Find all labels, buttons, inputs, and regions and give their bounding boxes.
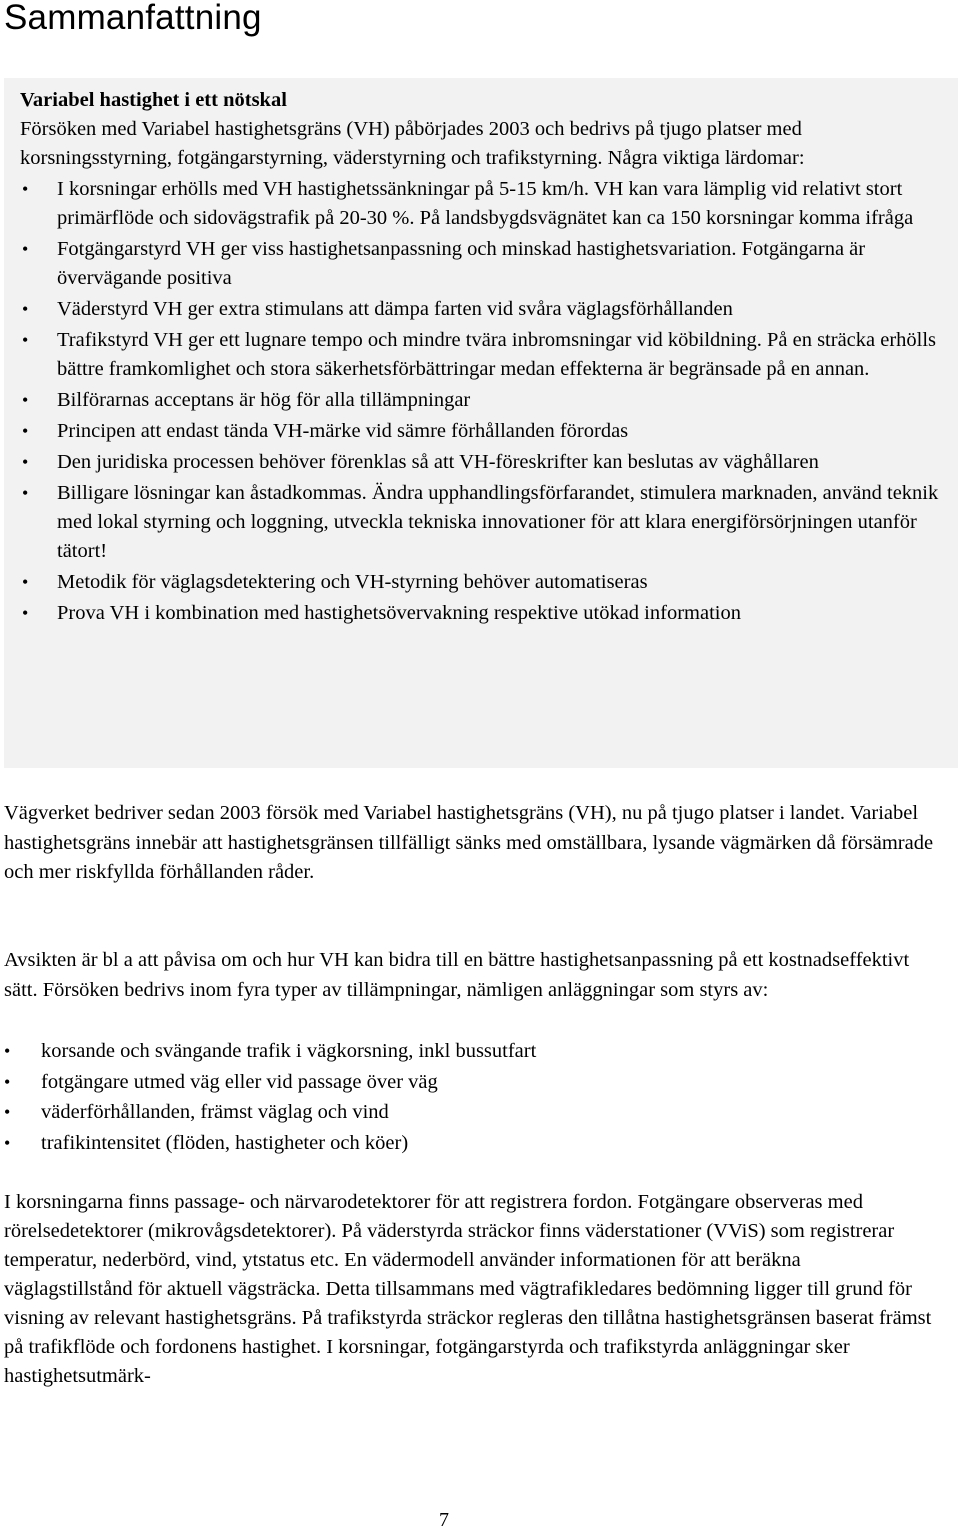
- summary-item: [20, 326, 950, 384]
- bullet-icon: •: [22, 483, 29, 503]
- summary-item-text: Bilförarnas acceptans är hög för alla tillämpningar: [57, 389, 471, 411]
- summary-intro: Försöken med Variabel hastighetsgräns (VH) påbörjades 2003 och bedrivs på tjugo platser med korsningsstyrning, fotgängarstyrning, väderstyrning och trafikstyrning. Några viktiga lärdomar:: [20, 118, 805, 169]
- summary-item-text: Trafikstyrd VH ger ett lugnare tempo och mindre tvära inbromsningar vid köbildning. På en sträcka erhölls bättre framkomlighet och stora säkerhetsförbättringar medan effekterna är begränsade på en annan.: [57, 329, 937, 380]
- bullet-icon: •: [22, 239, 29, 259]
- summary-item: [20, 386, 950, 415]
- summary-item-text: I korsningar erhölls med VH hastighetssänkningar på 5-15 km/h. VH kan vara lämplig vid relativt stort primärflöde och sidovägstrafik på 20-30 %. På landsbygdsvägnätet kan ca 150 korsningar komma ifråga: [57, 178, 914, 229]
- summary-item-text: Principen att endast tända VH-märke vid sämre förhållanden förordas: [57, 420, 629, 442]
- bullet-icon: •: [4, 1071, 11, 1092]
- summary-bullet-list: [20, 175, 950, 628]
- summary-item: [20, 599, 950, 628]
- summary-item: [20, 175, 950, 233]
- summary-item-text: Den juridiska processen behöver förenklas så att VH-föreskrifter kan beslutas av väghållaren: [57, 451, 819, 473]
- list-item-text: trafikintensitet (flöden, hastigheter och köer): [41, 1131, 409, 1154]
- application-types-list: [4, 1036, 934, 1158]
- summary-item-text: Väderstyrd VH ger extra stimulans att dämpa farten vid svåra väglagsförhållanden: [57, 298, 733, 320]
- summary-box: [4, 78, 958, 768]
- summary-item: [20, 448, 950, 477]
- summary-item-text: Prova VH i kombination med hastighetsövervakning respektive utökad information: [57, 602, 741, 624]
- bullet-icon: •: [22, 390, 29, 410]
- bullet-icon: •: [22, 179, 29, 199]
- list-item: [4, 1067, 934, 1098]
- summary-item: [20, 479, 950, 566]
- list-item-text: korsande och svängande trafik i vägkorsning, inkl bussutfart: [41, 1040, 537, 1062]
- summary-item: [20, 235, 950, 293]
- summary-item: [20, 295, 950, 324]
- summary-title: Variabel hastighet i ett nötskal: [20, 89, 287, 111]
- list-item-text: fotgängare utmed väg eller vid passage över väg: [41, 1070, 438, 1093]
- bullet-icon: •: [4, 1132, 11, 1153]
- bullet-icon: •: [22, 330, 29, 350]
- summary-item: [20, 417, 950, 446]
- summary-item: [20, 568, 950, 597]
- list-item: [4, 1097, 934, 1128]
- summary-item-text: Metodik för väglagsdetektering och VH-styrning behöver automatiseras: [57, 571, 648, 593]
- bullet-icon: •: [22, 603, 29, 623]
- page-number: 7: [439, 1509, 449, 1531]
- bullet-icon: •: [4, 1102, 11, 1122]
- body-paragraph-2: Avsikten är bl a att påvisa om och hur VH kan bidra till en bättre hastighetsanpassning på ett kostnadseffektivt sätt. Försöken bedrivs inom fyra typer av tillämpningar, nämligen anläggningar som styrs av:: [4, 949, 910, 1001]
- list-item-text: väderförhållanden, främst väglag och vind: [41, 1101, 389, 1123]
- summary-content: [20, 86, 950, 628]
- bullet-icon: •: [4, 1041, 11, 1061]
- bullet-icon: •: [22, 572, 29, 592]
- body-paragraph-3: I korsningarna finns passage- och närvarodetektorer för att registrera fordon. Fotgängare observeras med rörelsedetektorer (mikrovågsdetektorer). På väderstyrda sträckor finns väderstationer (VViS) som registrerar temperatur, nederbörd, vind, ytstatus etc. En vädermodell använder informationen för att beräkna väglagstillstånd för aktuell vägsträcka. Detta tillsammans med vägtrafikledares bedömning ligger till grund för visning av relevant hastighetsgräns. På trafikstyrda sträckor regleras den tillåtna hastighetsgränsen baserat främst på trafikflöde och fordonens hastighet. I korsningar, fotgängarstyrda och trafikstyrda anläggningar sker hastighetsutmärk-: [4, 1191, 932, 1387]
- page-heading: Sammanfattning: [4, 0, 262, 37]
- summary-item-text: Billigare lösningar kan åstadkommas. Ändra upphandlingsförfarandet, stimulera marknaden, använd teknik med lokal styrning och loggning, utveckla tekniska innovationer för att klara energiförsörjningen utanför tätort!: [57, 482, 939, 562]
- body-paragraph-1: Vägverket bedriver sedan 2003 försök med Variabel hastighetsgräns (VH), nu på tjugo platser i landet. Variabel hastighetsgräns innebär att hastighetsgränsen tillfälligt sänks med omställbara, lysande vägmärken då försämrade och mer riskfyllda förhållanden råder.: [4, 802, 934, 883]
- bullet-icon: •: [22, 421, 29, 441]
- summary-item-text: Fotgängarstyrd VH ger viss hastighetsanpassning och minskad hastighetsvariation. Fotgängarna är övervägande positiva: [57, 238, 866, 289]
- bullet-icon: •: [22, 299, 29, 319]
- list-item: [4, 1128, 934, 1159]
- list-item: [4, 1036, 934, 1067]
- bullet-icon: •: [22, 452, 29, 472]
